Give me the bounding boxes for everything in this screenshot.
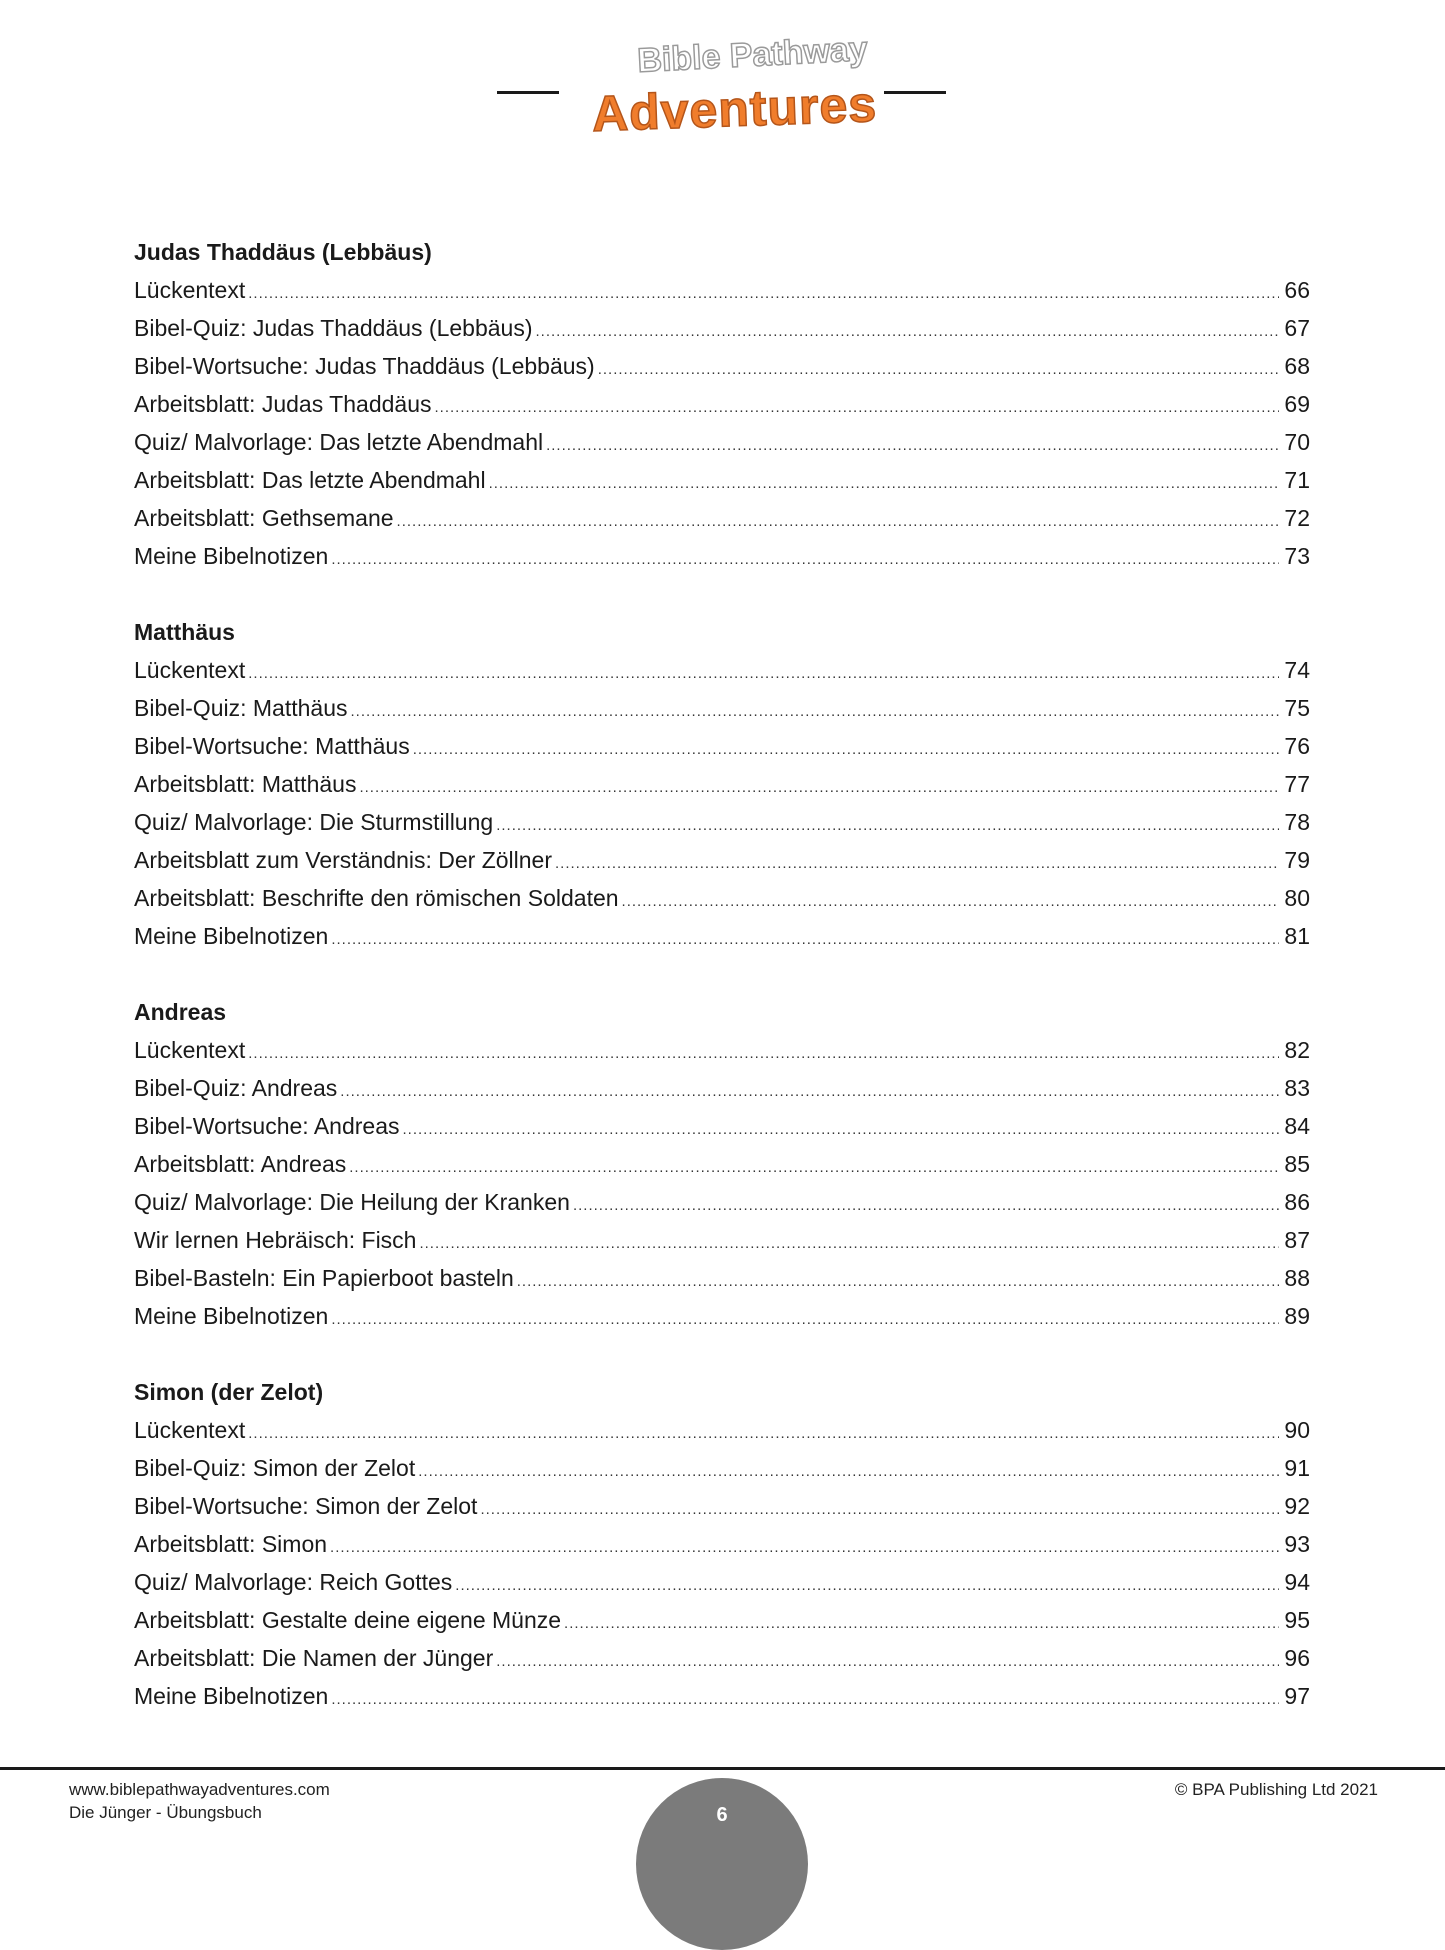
dot-leader (419, 1225, 1279, 1263)
toc-entry-label: Quiz/ Malvorlage: Die Sturmstillung (134, 809, 494, 835)
dot-leader (434, 389, 1279, 427)
toc-section (134, 1373, 1310, 1715)
toc-entry (134, 271, 1310, 309)
toc-entry-page: 97 (1284, 1683, 1310, 1709)
toc-entry (134, 1563, 1310, 1601)
section-title: Judas Thaddäus (Lebbäus) (134, 239, 432, 265)
toc-entry (134, 385, 1310, 423)
dot-leader (418, 1453, 1279, 1491)
toc-entry-label: Arbeitsblatt: Judas Thaddäus (134, 391, 432, 417)
toc-entry-label: Meine Bibelnotizen (134, 1683, 329, 1709)
toc-entry-label: Arbeitsblatt zum Verständnis: Der Zöllner (134, 847, 553, 873)
toc-entry-label: Bibel-Wortsuche: Matthäus (134, 733, 410, 759)
dot-leader (248, 655, 1279, 693)
toc-entry (134, 423, 1310, 461)
toc-entry-page: 84 (1284, 1113, 1310, 1139)
toc-entry (134, 1525, 1310, 1563)
dot-leader (331, 541, 1279, 579)
toc-entry (134, 1297, 1310, 1335)
footer-copyright: © BPA Publishing Ltd 2021 (1174, 1780, 1378, 1799)
toc-entry-page: 76 (1284, 733, 1310, 759)
dot-leader (535, 313, 1279, 351)
toc-entry-label: Arbeitsblatt: Die Namen der Jünger (134, 1645, 494, 1671)
toc-entry (134, 1183, 1310, 1221)
toc-entry-label: Lückentext (134, 657, 246, 683)
toc-entry-page: 77 (1284, 771, 1310, 797)
toc-entry (134, 1639, 1310, 1677)
dot-leader (350, 693, 1279, 731)
toc-entry (134, 1031, 1310, 1069)
dot-leader (331, 1301, 1279, 1339)
toc-entry-page: 72 (1284, 505, 1310, 531)
dot-leader (331, 921, 1279, 959)
dot-leader (330, 1529, 1279, 1567)
toc-entry-label: Arbeitsblatt: Das letzte Abendmahl (134, 467, 486, 493)
dot-leader (340, 1073, 1279, 1111)
dot-leader (359, 769, 1279, 807)
toc-entry (134, 499, 1310, 537)
toc-entry-label: Arbeitsblatt: Gethsemane (134, 505, 394, 531)
toc-entry-page: 93 (1284, 1531, 1310, 1557)
dot-leader (331, 1681, 1279, 1719)
toc-entry-page: 81 (1284, 923, 1310, 949)
toc-entry-page: 75 (1284, 695, 1310, 721)
toc-entry-page: 71 (1284, 467, 1310, 493)
page-header (0, 0, 1445, 160)
dot-leader (564, 1605, 1279, 1643)
toc-entry-page: 90 (1284, 1417, 1310, 1443)
toc-entry-label: Lückentext (134, 277, 246, 303)
footer-rule (0, 1767, 1445, 1770)
section-title: Matthäus (134, 619, 235, 645)
toc-entry (134, 1487, 1310, 1525)
toc-entry-page: 68 (1284, 353, 1310, 379)
toc-entry-page: 94 (1284, 1569, 1310, 1595)
toc-entry (134, 537, 1310, 575)
dot-leader (403, 1111, 1280, 1149)
toc-entry (134, 727, 1310, 765)
toc-entry (134, 347, 1310, 385)
toc-entry-label: Arbeitsblatt: Beschrifte den römischen Soldaten (134, 885, 619, 911)
footer-website: www.biblepathwayadventures.com (69, 1780, 330, 1799)
toc-entry (134, 1069, 1310, 1107)
toc-entry (134, 651, 1310, 689)
toc-entry-label: Quiz/ Malvorlage: Reich Gottes (134, 1569, 453, 1595)
section-title: Simon (der Zelot) (134, 1379, 324, 1405)
toc-entry-label: Lückentext (134, 1037, 246, 1063)
toc-entry-label: Bibel-Quiz: Matthäus (134, 695, 348, 721)
toc-entry-page: 91 (1284, 1455, 1310, 1481)
toc-entry-page: 92 (1284, 1493, 1310, 1519)
footer-left (69, 1778, 330, 1824)
toc-entry (134, 1107, 1310, 1145)
toc-entry-page: 79 (1284, 847, 1310, 873)
toc-entry-label: Lückentext (134, 1417, 246, 1443)
toc-entry (134, 689, 1310, 727)
toc-entry-label: Bibel-Wortsuche: Judas Thaddäus (Lebbäus) (134, 353, 595, 379)
toc-entry (134, 803, 1310, 841)
toc-entry (134, 765, 1310, 803)
toc-entry-page: 87 (1284, 1227, 1310, 1253)
dot-leader (397, 503, 1279, 541)
toc-entry-label: Bibel-Quiz: Judas Thaddäus (Lebbäus) (134, 315, 533, 341)
logo-main-text: Adventures (591, 76, 878, 142)
toc-entry-page: 82 (1284, 1037, 1310, 1063)
toc-entry-page: 86 (1284, 1189, 1310, 1215)
toc-entry-label: Bibel-Quiz: Andreas (134, 1075, 338, 1101)
dot-leader (413, 731, 1279, 769)
toc-entry-label: Quiz/ Malvorlage: Die Heilung der Kranken (134, 1189, 570, 1215)
toc-section (134, 993, 1310, 1335)
toc-section (134, 233, 1310, 575)
dot-leader (622, 883, 1279, 921)
dot-leader (546, 427, 1279, 465)
toc-entry-page: 66 (1284, 277, 1310, 303)
toc-section (134, 613, 1310, 955)
toc-entry (134, 917, 1310, 955)
toc-entry-label: Meine Bibelnotizen (134, 1303, 329, 1329)
toc-entry-page: 83 (1284, 1075, 1310, 1101)
toc-entry (134, 1601, 1310, 1639)
toc-entry-label: Arbeitsblatt: Gestalte deine eigene Münze (134, 1607, 562, 1633)
dot-leader (349, 1149, 1279, 1187)
toc-entry-label: Bibel-Basteln: Ein Papierboot basteln (134, 1265, 514, 1291)
dot-leader (248, 1035, 1279, 1073)
table-of-contents (134, 233, 1310, 1753)
toc-entry (134, 1677, 1310, 1715)
toc-entry-label: Wir lernen Hebräisch: Fisch (134, 1227, 417, 1253)
dot-leader (248, 275, 1279, 313)
footer-book-title: Die Jünger - Übungsbuch (69, 1803, 262, 1822)
toc-entry (134, 1259, 1310, 1297)
dot-leader (248, 1415, 1279, 1453)
toc-entry-label: Meine Bibelnotizen (134, 543, 329, 569)
toc-entry (134, 461, 1310, 499)
toc-entry-page: 80 (1284, 885, 1310, 911)
toc-entry-label: Arbeitsblatt: Matthäus (134, 771, 357, 797)
dot-leader (489, 465, 1279, 503)
toc-entry-label: Meine Bibelnotizen (134, 923, 329, 949)
toc-entry-page: 78 (1284, 809, 1310, 835)
toc-entry-label: Bibel-Quiz: Simon der Zelot (134, 1455, 416, 1481)
dot-leader (480, 1491, 1279, 1529)
dot-leader (555, 845, 1279, 883)
toc-entry-page: 85 (1284, 1151, 1310, 1177)
dot-leader (573, 1187, 1279, 1225)
page-number: 6 (716, 1804, 728, 1826)
toc-entry-label: Arbeitsblatt: Andreas (134, 1151, 347, 1177)
toc-entry (134, 841, 1310, 879)
dot-leader (517, 1263, 1279, 1301)
toc-entry-label: Arbeitsblatt: Simon (134, 1531, 328, 1557)
toc-entry-label: Bibel-Wortsuche: Simon der Zelot (134, 1493, 478, 1519)
toc-entry (134, 1449, 1310, 1487)
toc-entry (134, 1411, 1310, 1449)
toc-entry-page: 69 (1284, 391, 1310, 417)
dot-leader (455, 1567, 1279, 1605)
toc-entry-page: 67 (1284, 315, 1310, 341)
toc-entry (134, 879, 1310, 917)
toc-entry (134, 309, 1310, 347)
toc-entry (134, 1221, 1310, 1259)
toc-entry-page: 74 (1284, 657, 1310, 683)
toc-entry (134, 1145, 1310, 1183)
section-title: Andreas (134, 999, 227, 1025)
dot-leader (598, 351, 1279, 389)
toc-entry-page: 73 (1284, 543, 1310, 569)
toc-entry-page: 89 (1284, 1303, 1310, 1329)
toc-entry-page: 70 (1284, 429, 1310, 455)
toc-entry-label: Bibel-Wortsuche: Andreas (134, 1113, 400, 1139)
dot-leader (496, 1643, 1279, 1681)
toc-entry-page: 88 (1284, 1265, 1310, 1291)
dot-leader (496, 807, 1279, 845)
toc-entry-page: 95 (1284, 1607, 1310, 1633)
toc-entry-page: 96 (1284, 1645, 1310, 1671)
logo-top-text: Bible Pathway (636, 29, 869, 81)
toc-entry-label: Quiz/ Malvorlage: Das letzte Abendmahl (134, 429, 544, 455)
